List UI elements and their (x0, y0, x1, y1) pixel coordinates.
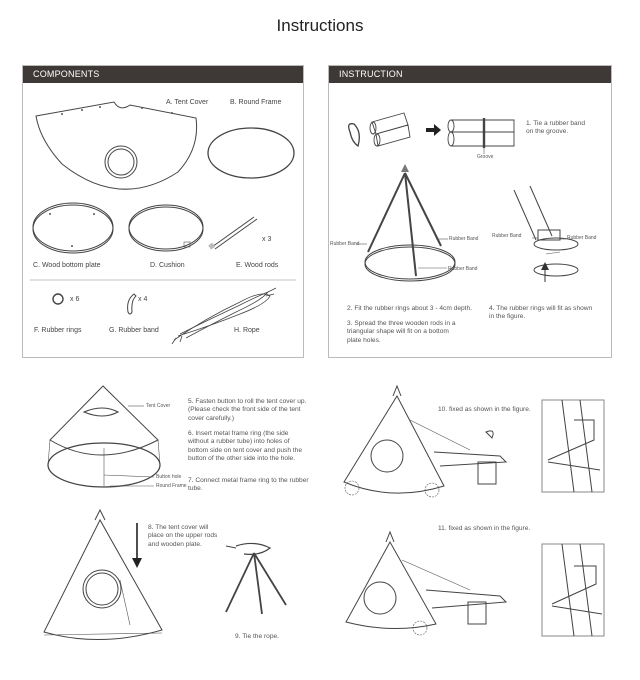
tent-step11-drawing (346, 532, 506, 635)
step2-text: 2. Fit the rubber rings about 3 - 4cm depth. (347, 305, 472, 312)
qty-rubber-rings: x 6 (70, 296, 80, 303)
instruction-header: INSTRUCTION (329, 66, 611, 83)
label-wood-bottom-plate: C. Wood bottom plate (33, 262, 101, 269)
step11-closeup (542, 544, 604, 636)
step11-text: 11. fixed as shown in the figure. (438, 525, 531, 532)
step1-text: 1. Tie a rubber band on the groove. (526, 120, 586, 136)
tent-assembled-drawing (44, 510, 162, 640)
step9-text: 9. Tie the rope. (235, 633, 279, 640)
label-groove: Groove (477, 154, 494, 160)
step10-closeup (542, 400, 604, 492)
label-rubber-band-4: Rubber Band (492, 233, 522, 239)
step3-text: 3. Spread the three wooden rods in a triangular shape will fit on a bottom plate holes. (347, 320, 456, 344)
label-rubber-band-3: Rubber Band (448, 266, 478, 272)
label-rope: H. Rope (234, 327, 260, 334)
label-rubber-band-1: Rubber Band (330, 241, 360, 247)
label-button-hole: Button hole (156, 474, 182, 480)
arrow-down-icon (132, 558, 142, 568)
step10-text: 10. fixed as shown in the figure. (438, 406, 531, 413)
step6-text: 6. Insert metal frame ring (the side without a rubber tube) into holes of bottom side on tent cover and push the button of the other side into the hole. (188, 430, 302, 463)
step8-text: 8. The tent cover will place on the upper rods and wooden plate. (148, 524, 218, 548)
page-title: Instructions (276, 16, 364, 35)
label-round-frame-lower: Round Frame (156, 483, 187, 489)
qty-rubber-band: x 4 (138, 296, 148, 303)
label-tent-cover: A. Tent Cover (166, 99, 209, 106)
label-tent-cover-lower: Tent Cover (146, 403, 171, 409)
label-rubber-rings: F. Rubber rings (34, 327, 82, 334)
label-rubber-band-2: Rubber Band (449, 236, 479, 242)
rope-tie-drawing (226, 543, 286, 614)
qty-wood-rods: x 3 (262, 236, 272, 243)
tent-step10-drawing (344, 386, 506, 497)
step5-text: 5. Fasten button to roll the tent cover up.(Please check the front side of the tent cover carefully.) (188, 398, 307, 422)
step7-text: 7. Connect metal frame ring to the rubber tube. (188, 477, 309, 493)
label-rubber-band-5: Rubber Band (567, 235, 597, 241)
label-cushion: D. Cushion (150, 262, 185, 269)
label-wood-rods: E. Wood rods (236, 262, 279, 269)
step4-text: 4. The rubber rings will fit as shown in the figure. (489, 305, 593, 321)
tent-cover-cone-drawing (48, 386, 160, 487)
components-header: COMPONENTS (23, 66, 303, 83)
label-rubber-band: G. Rubber band (109, 327, 159, 334)
label-round-frame: B. Round Frame (230, 99, 282, 106)
